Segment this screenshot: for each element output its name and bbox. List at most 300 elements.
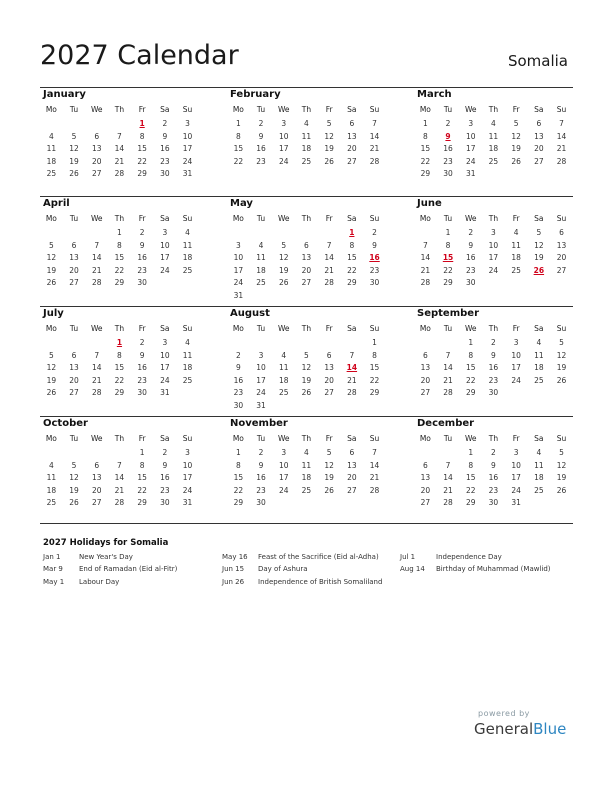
weekday-label: Fr bbox=[512, 324, 520, 333]
weekday-header bbox=[40, 434, 199, 446]
day-cell: 14 bbox=[114, 144, 125, 153]
day-cell: 12 bbox=[556, 350, 567, 360]
day-cell: 6 bbox=[349, 448, 355, 457]
holiday-column bbox=[400, 553, 551, 578]
day-cell: 30 bbox=[488, 388, 499, 397]
week-row bbox=[414, 253, 573, 265]
weekday-label: Tu bbox=[256, 324, 266, 333]
day-cell: 20 bbox=[420, 485, 431, 495]
day-cell: 8 bbox=[235, 460, 241, 470]
day-cell: 15 bbox=[420, 144, 431, 153]
day-cell: 2 bbox=[139, 338, 145, 347]
day-cell: 12 bbox=[46, 253, 57, 262]
weekday-header bbox=[414, 214, 573, 226]
weekday-header bbox=[414, 324, 573, 336]
holiday-name: Independence Day bbox=[436, 553, 502, 561]
day-cell: 14 bbox=[91, 253, 102, 262]
day-cell: 13 bbox=[347, 460, 357, 470]
day-cell: 11 bbox=[301, 131, 312, 141]
day-cell: 11 bbox=[256, 253, 266, 262]
day-cell: 20 bbox=[556, 253, 567, 262]
day-cell: 26 bbox=[69, 169, 79, 178]
weekday-label: Th bbox=[114, 434, 125, 443]
month-name: November bbox=[230, 418, 288, 429]
day-cell: 31 bbox=[511, 498, 521, 507]
day-cell: 21 bbox=[369, 144, 380, 153]
day-cell: 28 bbox=[114, 169, 125, 178]
day-cell: 3 bbox=[185, 119, 190, 128]
day-cell: 15 bbox=[465, 473, 476, 482]
day-cell: 29 bbox=[443, 278, 453, 287]
day-cell: 11 bbox=[46, 473, 57, 482]
day-cell: 16 bbox=[256, 144, 266, 153]
weekday-label: Sa bbox=[347, 434, 357, 443]
day-cell: 10 bbox=[233, 253, 244, 262]
day-cell: 18 bbox=[534, 473, 544, 482]
day-cell: 18 bbox=[46, 156, 57, 166]
day-cell: 7 bbox=[326, 240, 332, 250]
day-cell: 6 bbox=[94, 131, 100, 141]
week-row bbox=[40, 338, 199, 350]
day-cell: 16 bbox=[233, 375, 244, 385]
weekday-label: Tu bbox=[256, 434, 266, 443]
day-cell: 2 bbox=[258, 448, 264, 457]
day-cell: 10 bbox=[278, 131, 289, 141]
day-cell: 2 bbox=[162, 448, 168, 457]
day-cell: 10 bbox=[160, 240, 170, 250]
day-cell: 15 bbox=[137, 144, 147, 153]
day-cell: 30 bbox=[488, 498, 499, 507]
day-cell: 1 bbox=[468, 448, 474, 457]
day-cell: 2 bbox=[491, 338, 496, 347]
day-cell: 22 bbox=[137, 485, 147, 495]
day-cell: 13 bbox=[534, 131, 544, 141]
day-cell: 18 bbox=[182, 253, 193, 262]
day-cell: 25 bbox=[182, 265, 193, 275]
day-cell: 9 bbox=[491, 460, 496, 470]
day-cell: 10 bbox=[160, 350, 170, 360]
day-cell: 28 bbox=[443, 498, 453, 507]
week-row bbox=[227, 338, 386, 350]
holiday-column bbox=[222, 553, 382, 590]
weekday-label: Sa bbox=[534, 105, 544, 114]
day-cell: 9 bbox=[491, 350, 496, 360]
week-row bbox=[40, 473, 199, 485]
holiday-name: Feast of the Sacrifice (Eid al-Adha) bbox=[258, 553, 379, 561]
weekday-label: Th bbox=[114, 214, 125, 223]
week-row bbox=[40, 363, 199, 375]
day-cell: 10 bbox=[488, 240, 499, 250]
weekday-label: Mo bbox=[45, 434, 57, 443]
day-cell: 4 bbox=[258, 240, 264, 250]
weekday-label: Su bbox=[556, 214, 567, 223]
day-cell: 5 bbox=[536, 228, 542, 237]
weekday-header bbox=[40, 214, 199, 226]
day-cell: 5 bbox=[281, 240, 287, 250]
day-cell: 12 bbox=[324, 131, 334, 141]
day-cell: 24 bbox=[233, 278, 244, 287]
day-cell: 9 bbox=[162, 460, 168, 470]
weekday-label: Th bbox=[301, 214, 312, 223]
week-row bbox=[227, 473, 386, 485]
month-row bbox=[40, 87, 573, 178]
day-cell: 24 bbox=[256, 388, 266, 397]
week-row bbox=[227, 363, 386, 375]
day-cell: 20 bbox=[420, 375, 431, 385]
weekday-label: We bbox=[464, 324, 477, 333]
weekday-label: We bbox=[90, 434, 103, 443]
day-cell: 3 bbox=[513, 338, 519, 347]
day-cell: 26 bbox=[511, 156, 521, 166]
day-cell: 11 bbox=[511, 240, 521, 250]
day-cell: 30 bbox=[443, 169, 453, 178]
day-cell: 7 bbox=[372, 448, 377, 457]
day-cell: 30 bbox=[160, 498, 170, 507]
day-cell: 13 bbox=[69, 253, 79, 262]
weekday-label: Mo bbox=[232, 214, 244, 223]
week-row bbox=[227, 486, 386, 498]
day-cell: 30 bbox=[256, 498, 266, 507]
day-cell: 14 bbox=[324, 253, 334, 262]
week-row bbox=[40, 241, 199, 253]
weekday-label: Tu bbox=[443, 434, 453, 443]
day-cell: 8 bbox=[422, 131, 428, 141]
day-cell: 26 bbox=[324, 156, 334, 166]
day-cell: 9 bbox=[139, 240, 145, 250]
weekday-label: Fr bbox=[138, 434, 146, 443]
brand-part-1: General bbox=[474, 720, 534, 738]
day-cell: 19 bbox=[324, 473, 334, 482]
day-cell: 17 bbox=[511, 363, 521, 372]
day-cell: 6 bbox=[559, 228, 564, 237]
day-cell: 10 bbox=[465, 131, 476, 141]
day-cell: 6 bbox=[94, 460, 100, 470]
day-cell: 26 bbox=[301, 388, 312, 397]
day-cell: 17 bbox=[465, 144, 476, 153]
day-cell: 24 bbox=[511, 485, 521, 495]
day-cell: 29 bbox=[420, 169, 431, 178]
day-cell: 4 bbox=[536, 448, 542, 457]
day-cell: 4 bbox=[185, 228, 190, 237]
week-row bbox=[414, 266, 573, 278]
day-cell: 8 bbox=[117, 240, 122, 250]
holiday-day-cell: 1 bbox=[139, 119, 145, 128]
week-row bbox=[227, 376, 386, 388]
holiday-name: New Year's Day bbox=[79, 553, 133, 561]
week-row bbox=[227, 278, 386, 290]
week-row bbox=[414, 473, 573, 485]
day-cell: 31 bbox=[233, 290, 244, 300]
day-cell: 16 bbox=[256, 473, 266, 482]
day-cell: 8 bbox=[117, 350, 122, 360]
holiday-day-cell: 14 bbox=[346, 363, 358, 372]
weekday-label: Mo bbox=[419, 434, 431, 443]
week-row bbox=[40, 157, 199, 169]
day-cell: 27 bbox=[347, 485, 357, 495]
day-cell: 3 bbox=[281, 119, 287, 128]
day-cell: 7 bbox=[117, 131, 122, 141]
day-cell: 21 bbox=[347, 375, 357, 385]
day-cell: 27 bbox=[534, 156, 544, 166]
weekday-header bbox=[414, 105, 573, 117]
day-cell: 16 bbox=[488, 363, 499, 372]
day-cell: 18 bbox=[278, 375, 289, 385]
day-cell: 8 bbox=[235, 131, 241, 141]
week-row bbox=[414, 363, 573, 375]
holiday-day-cell: 16 bbox=[369, 253, 380, 262]
weekday-label: Fr bbox=[512, 105, 520, 114]
day-cell: 18 bbox=[511, 253, 521, 262]
week-row bbox=[40, 278, 199, 290]
weekday-label: Sa bbox=[347, 214, 357, 223]
week-row bbox=[40, 461, 199, 473]
weekday-label: We bbox=[90, 105, 103, 114]
day-cell: 11 bbox=[46, 144, 57, 153]
day-cell: 1 bbox=[372, 338, 377, 347]
day-cell: 19 bbox=[69, 156, 79, 166]
day-cell: 15 bbox=[233, 144, 244, 153]
day-cell: 15 bbox=[369, 363, 380, 372]
day-cell: 3 bbox=[468, 119, 474, 128]
day-cell: 20 bbox=[301, 265, 312, 275]
month-row bbox=[40, 196, 573, 300]
week-row bbox=[227, 388, 386, 400]
week-row bbox=[227, 461, 386, 473]
day-cell: 28 bbox=[420, 278, 431, 287]
day-cell: 23 bbox=[488, 375, 499, 385]
day-cell: 3 bbox=[513, 448, 519, 457]
day-cell: 30 bbox=[137, 278, 147, 287]
week-row bbox=[414, 241, 573, 253]
day-cell: 19 bbox=[556, 473, 567, 482]
day-cell: 23 bbox=[443, 156, 453, 166]
day-cell: 24 bbox=[160, 375, 170, 385]
month-name: October bbox=[43, 418, 88, 429]
day-cell: 14 bbox=[369, 460, 380, 470]
weekday-label: Sa bbox=[160, 434, 170, 443]
day-cell: 22 bbox=[114, 265, 125, 275]
day-cell: 16 bbox=[488, 473, 499, 482]
day-cell: 7 bbox=[117, 460, 122, 470]
day-cell: 4 bbox=[48, 131, 54, 141]
day-cell: 16 bbox=[160, 144, 170, 153]
day-cell: 12 bbox=[69, 473, 79, 482]
day-cell: 24 bbox=[182, 485, 193, 495]
week-row bbox=[414, 119, 573, 131]
holiday-day-cell: 1 bbox=[349, 228, 355, 237]
week-row bbox=[40, 169, 199, 181]
weekday-label: Su bbox=[182, 214, 193, 223]
day-cell: 26 bbox=[278, 278, 289, 287]
day-cell: 9 bbox=[139, 350, 145, 360]
day-cell: 18 bbox=[301, 144, 312, 153]
day-cell: 4 bbox=[48, 460, 54, 470]
week-row bbox=[414, 132, 573, 144]
day-cell: 7 bbox=[94, 240, 100, 250]
day-cell: 28 bbox=[324, 278, 334, 287]
weekday-label: Su bbox=[556, 324, 567, 333]
day-cell: 13 bbox=[91, 144, 102, 153]
day-cell: 29 bbox=[137, 169, 147, 178]
day-cell: 11 bbox=[182, 350, 193, 360]
weekday-label: Th bbox=[488, 214, 499, 223]
day-cell: 23 bbox=[160, 485, 170, 495]
day-cell: 17 bbox=[278, 473, 289, 482]
day-cell: 28 bbox=[347, 388, 357, 397]
day-cell: 28 bbox=[91, 278, 102, 287]
day-cell: 19 bbox=[511, 144, 521, 153]
weekday-label: Su bbox=[556, 105, 567, 114]
weekday-label: Sa bbox=[160, 105, 170, 114]
day-cell: 17 bbox=[182, 144, 193, 153]
weekday-header bbox=[414, 434, 573, 446]
week-row bbox=[227, 351, 386, 363]
day-cell: 16 bbox=[465, 253, 476, 262]
day-cell: 4 bbox=[513, 228, 519, 237]
weekday-label: Tu bbox=[443, 324, 453, 333]
day-cell: 4 bbox=[185, 338, 190, 347]
weekday-label: Tu bbox=[443, 214, 453, 223]
week-row bbox=[414, 448, 573, 460]
weekday-label: Fr bbox=[325, 105, 333, 114]
weekday-label: We bbox=[464, 105, 477, 114]
week-row bbox=[227, 157, 386, 169]
week-row bbox=[227, 498, 386, 510]
day-cell: 17 bbox=[511, 473, 521, 482]
week-row bbox=[227, 448, 386, 460]
day-cell: 15 bbox=[114, 363, 125, 372]
weekday-header bbox=[227, 434, 386, 446]
day-cell: 21 bbox=[443, 375, 453, 385]
weekday-label: Tu bbox=[69, 324, 79, 333]
week-row bbox=[227, 119, 386, 131]
day-cell: 29 bbox=[465, 388, 476, 397]
day-cell: 1 bbox=[235, 448, 241, 457]
day-cell: 22 bbox=[114, 375, 125, 385]
day-cell: 3 bbox=[491, 228, 496, 237]
day-cell: 25 bbox=[301, 156, 312, 166]
day-cell: 16 bbox=[160, 473, 170, 482]
holiday-name: Day of Ashura bbox=[258, 565, 308, 574]
weekday-label: Sa bbox=[534, 214, 544, 223]
day-cell: 2 bbox=[445, 119, 451, 128]
week-row bbox=[227, 291, 386, 303]
week-row bbox=[40, 132, 199, 144]
day-cell: 6 bbox=[304, 240, 309, 250]
day-cell: 31 bbox=[182, 498, 193, 507]
generalblue-logo[interactable] bbox=[474, 720, 566, 738]
holiday-name: Independence of British Somaliland bbox=[258, 577, 383, 586]
day-cell: 5 bbox=[48, 240, 54, 250]
day-cell: 28 bbox=[369, 485, 380, 495]
week-row bbox=[414, 228, 573, 240]
day-cell: 3 bbox=[235, 240, 241, 250]
holiday-item bbox=[400, 553, 551, 565]
day-cell: 24 bbox=[465, 156, 476, 166]
week-row bbox=[40, 228, 199, 240]
weekday-label: Sa bbox=[534, 434, 544, 443]
day-cell: 24 bbox=[488, 265, 499, 275]
week-row bbox=[414, 498, 573, 510]
day-cell: 28 bbox=[91, 388, 102, 397]
week-row bbox=[414, 157, 573, 169]
weekday-header bbox=[227, 105, 386, 117]
day-cell: 24 bbox=[278, 485, 289, 495]
day-cell: 15 bbox=[233, 473, 244, 482]
weekday-label: We bbox=[277, 214, 290, 223]
holiday-name: Birthday of Muhammad (Mawlid) bbox=[436, 565, 551, 574]
day-cell: 30 bbox=[233, 400, 244, 410]
weekday-label: Su bbox=[369, 214, 380, 223]
day-cell: 19 bbox=[278, 265, 289, 275]
day-cell: 1 bbox=[422, 119, 428, 128]
day-cell: 22 bbox=[137, 156, 147, 166]
day-cell: 22 bbox=[465, 375, 476, 385]
day-cell: 20 bbox=[534, 144, 544, 153]
weekday-label: Sa bbox=[160, 214, 170, 223]
holiday-day-cell: 26 bbox=[533, 265, 545, 275]
week-row bbox=[40, 144, 199, 156]
day-cell: 1 bbox=[235, 119, 241, 128]
day-cell: 23 bbox=[465, 265, 476, 275]
day-cell: 27 bbox=[91, 498, 102, 507]
weekday-label: Sa bbox=[160, 324, 170, 333]
day-cell: 17 bbox=[233, 265, 244, 275]
day-cell: 16 bbox=[137, 253, 147, 262]
weekday-label: We bbox=[277, 324, 290, 333]
day-cell: 29 bbox=[137, 498, 147, 507]
day-cell: 23 bbox=[256, 156, 266, 166]
day-cell: 30 bbox=[465, 278, 476, 287]
weekday-header bbox=[227, 324, 386, 336]
day-cell: 21 bbox=[91, 375, 102, 385]
day-cell: 23 bbox=[137, 265, 147, 275]
holiday-date: Jul 1 bbox=[400, 553, 416, 561]
weekday-label: Th bbox=[301, 105, 312, 114]
week-row bbox=[227, 266, 386, 278]
holiday-column bbox=[43, 553, 177, 590]
weekday-label: Th bbox=[114, 105, 125, 114]
day-cell: 26 bbox=[556, 485, 567, 495]
week-row bbox=[414, 351, 573, 363]
day-cell: 14 bbox=[114, 473, 125, 482]
week-row bbox=[414, 461, 573, 473]
day-cell: 26 bbox=[69, 498, 79, 507]
weekday-label: Su bbox=[369, 105, 380, 114]
day-cell: 22 bbox=[233, 156, 244, 166]
day-cell: 26 bbox=[556, 375, 567, 385]
day-cell: 29 bbox=[114, 278, 125, 287]
page-title: 2027 Calendar bbox=[40, 40, 239, 71]
day-cell: 14 bbox=[420, 253, 431, 262]
holiday-day-cell: 15 bbox=[442, 253, 454, 262]
day-cell: 12 bbox=[278, 253, 289, 262]
day-cell: 5 bbox=[513, 119, 519, 128]
holiday-item bbox=[222, 565, 382, 577]
day-cell: 8 bbox=[468, 350, 474, 360]
day-cell: 10 bbox=[256, 363, 266, 372]
day-cell: 21 bbox=[556, 144, 567, 153]
day-cell: 9 bbox=[258, 460, 264, 470]
weekday-label: Th bbox=[301, 324, 312, 333]
day-cell: 19 bbox=[46, 265, 57, 275]
week-row bbox=[414, 169, 573, 181]
holiday-date: Jun 26 bbox=[222, 577, 245, 586]
day-cell: 19 bbox=[324, 144, 334, 153]
day-cell: 10 bbox=[182, 460, 193, 470]
day-cell: 27 bbox=[420, 388, 431, 397]
day-cell: 4 bbox=[491, 119, 496, 128]
